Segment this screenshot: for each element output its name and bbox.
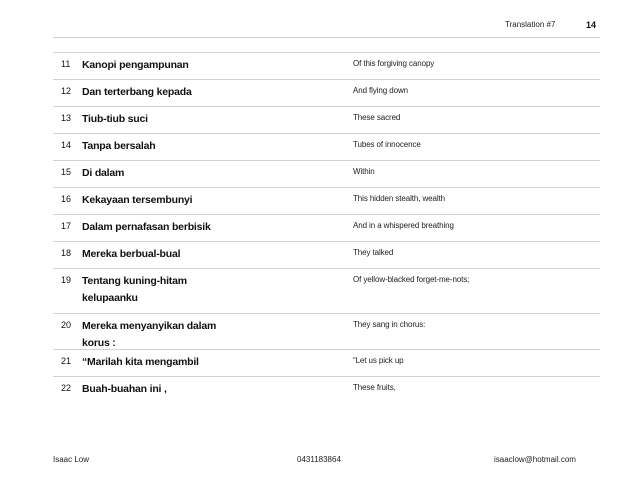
line-number: 20 [61,320,72,330]
source-line: kelupaanku [82,292,138,304]
table-row [53,106,600,134]
source-text [82,383,332,400]
line-number: 12 [61,86,72,96]
header-title: Translation #7 [505,20,556,29]
header-rule [53,37,600,38]
table-row [53,241,600,269]
line-number: 17 [61,221,72,231]
source-line: Di dalam [82,167,125,179]
table-row [53,214,600,242]
translation-text: Of this forgiving canopy [353,59,435,68]
source-text [82,140,332,157]
table-row [53,133,600,161]
source-text [82,275,332,309]
line-number: 22 [61,383,72,393]
line-number: 13 [61,113,72,123]
line-number: 14 [61,140,72,150]
source-line: Dan terterbang kepada [82,86,192,98]
translation-text: And flying down [353,86,408,95]
table-row [53,268,600,314]
table-row [53,313,600,350]
source-text [82,113,332,130]
footer-email: isaaclow@hotmail.com [494,455,576,464]
source-text [82,59,332,76]
line-number: 19 [61,275,72,285]
translation-text: These fruits, [353,383,396,392]
source-line: Tanpa bersalah [82,140,156,152]
source-line: Mereka menyanyikan dalam [82,320,217,332]
translation-text: Of yellow-blacked forget-me-nots; [353,275,470,284]
line-number: 21 [61,356,72,366]
page-number: 14 [586,20,597,30]
table-row [53,79,600,107]
source-line: Kekayaan tersembunyi [82,194,193,206]
source-line: Tiub-tiub suci [82,113,148,125]
footer-name: Isaac Low [53,455,90,464]
translation-text: Within [353,167,375,176]
line-number: 15 [61,167,72,177]
translation-text: These sacred [353,113,401,122]
translation-text: And in a whispered breathing [353,221,454,230]
translation-text: They sang in chorus: [353,320,426,329]
table-row [53,52,600,80]
footer-phone: 0431183864 [297,455,341,464]
source-text [82,167,332,184]
source-line: Dalam pernafasan berbisik [82,221,211,233]
table-row [53,349,600,377]
source-line: Kanopi pengampunan [82,59,189,71]
source-text [82,356,332,373]
translation-text: “Let us pick up [353,356,404,365]
translation-text: This hidden stealth, wealth [353,194,446,203]
source-text [82,194,332,211]
line-number: 11 [61,59,71,69]
source-text [82,248,332,265]
table-row [53,187,600,215]
table-row [53,376,600,404]
source-line: Buah-buahan ini , [82,383,167,395]
table-row [53,160,600,188]
line-number: 18 [61,248,72,258]
source-line: Mereka berbual-bual [82,248,181,260]
source-text [82,86,332,103]
source-line: korus : [82,337,116,349]
source-text [82,221,332,238]
translation-text: They talked [353,248,394,257]
source-line: “Marilah kita mengambil [82,356,199,368]
source-line: Tentang kuning-hitam [82,275,187,287]
translation-text: Tubes of innocence [353,140,421,149]
line-number: 16 [61,194,72,204]
